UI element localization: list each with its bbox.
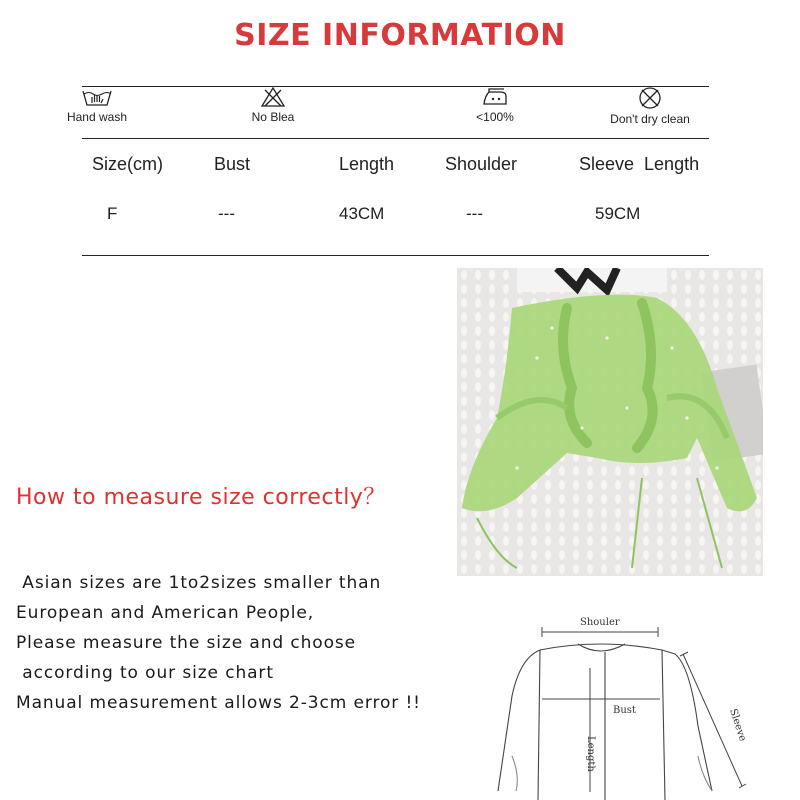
- care-hand-wash: [60, 86, 134, 124]
- diagram-label-length: Length: [585, 736, 596, 772]
- care-no-dry-clean: [600, 86, 700, 126]
- page-title: SIZE INFORMATION: [234, 18, 566, 53]
- iron-icon: [480, 86, 510, 108]
- care-iron: [466, 86, 524, 124]
- no-dry-clean-icon: [637, 86, 663, 110]
- table-header-length: Length: [339, 154, 395, 174]
- no-bleach-icon: [260, 86, 286, 108]
- care-label: <100%: [476, 110, 514, 124]
- diagram-label-shoulder: Shouler: [580, 617, 620, 628]
- diagram-label-sleeve: Sleeve: [727, 707, 748, 743]
- care-label: Hand wash: [66, 110, 128, 124]
- note-line: according to our size chart: [16, 663, 274, 683]
- care-no-bleach: [240, 86, 306, 124]
- table-header-bust: Bust: [214, 154, 251, 174]
- note-line: Please measure the size and choose: [16, 633, 357, 653]
- diagram-label-bust: Bust: [613, 705, 636, 716]
- care-label: No Blea: [251, 110, 295, 124]
- product-photo: [457, 268, 763, 576]
- table-header-shoulder: Shoulder: [445, 154, 518, 174]
- table-cell-sleeve-length: 59CM: [595, 204, 641, 223]
- note-line: European and American People,: [16, 603, 315, 623]
- table-cell-size: F: [107, 204, 118, 223]
- hand-wash-icon: [80, 86, 114, 108]
- measure-question: How to measure size correctly？: [16, 485, 386, 510]
- care-divider: [82, 138, 709, 139]
- measurement-diagram: [490, 606, 760, 800]
- table-cell-length: 43CM: [339, 204, 385, 223]
- note-line: Asian sizes are 1to2sizes smaller than: [16, 573, 382, 593]
- table-cell-shoulder: ---: [466, 204, 483, 223]
- care-label: Don't dry clean: [610, 112, 690, 126]
- note-line: Manual measurement allows 2-3cm error !!: [16, 693, 421, 713]
- jacket-outline: [498, 644, 712, 800]
- table-header-sleeve-length: Sleeve Length: [579, 154, 700, 174]
- table-cell-bust: ---: [218, 204, 235, 223]
- table-bottom-divider: [82, 255, 709, 256]
- table-header-size: Size(cm): [92, 154, 163, 174]
